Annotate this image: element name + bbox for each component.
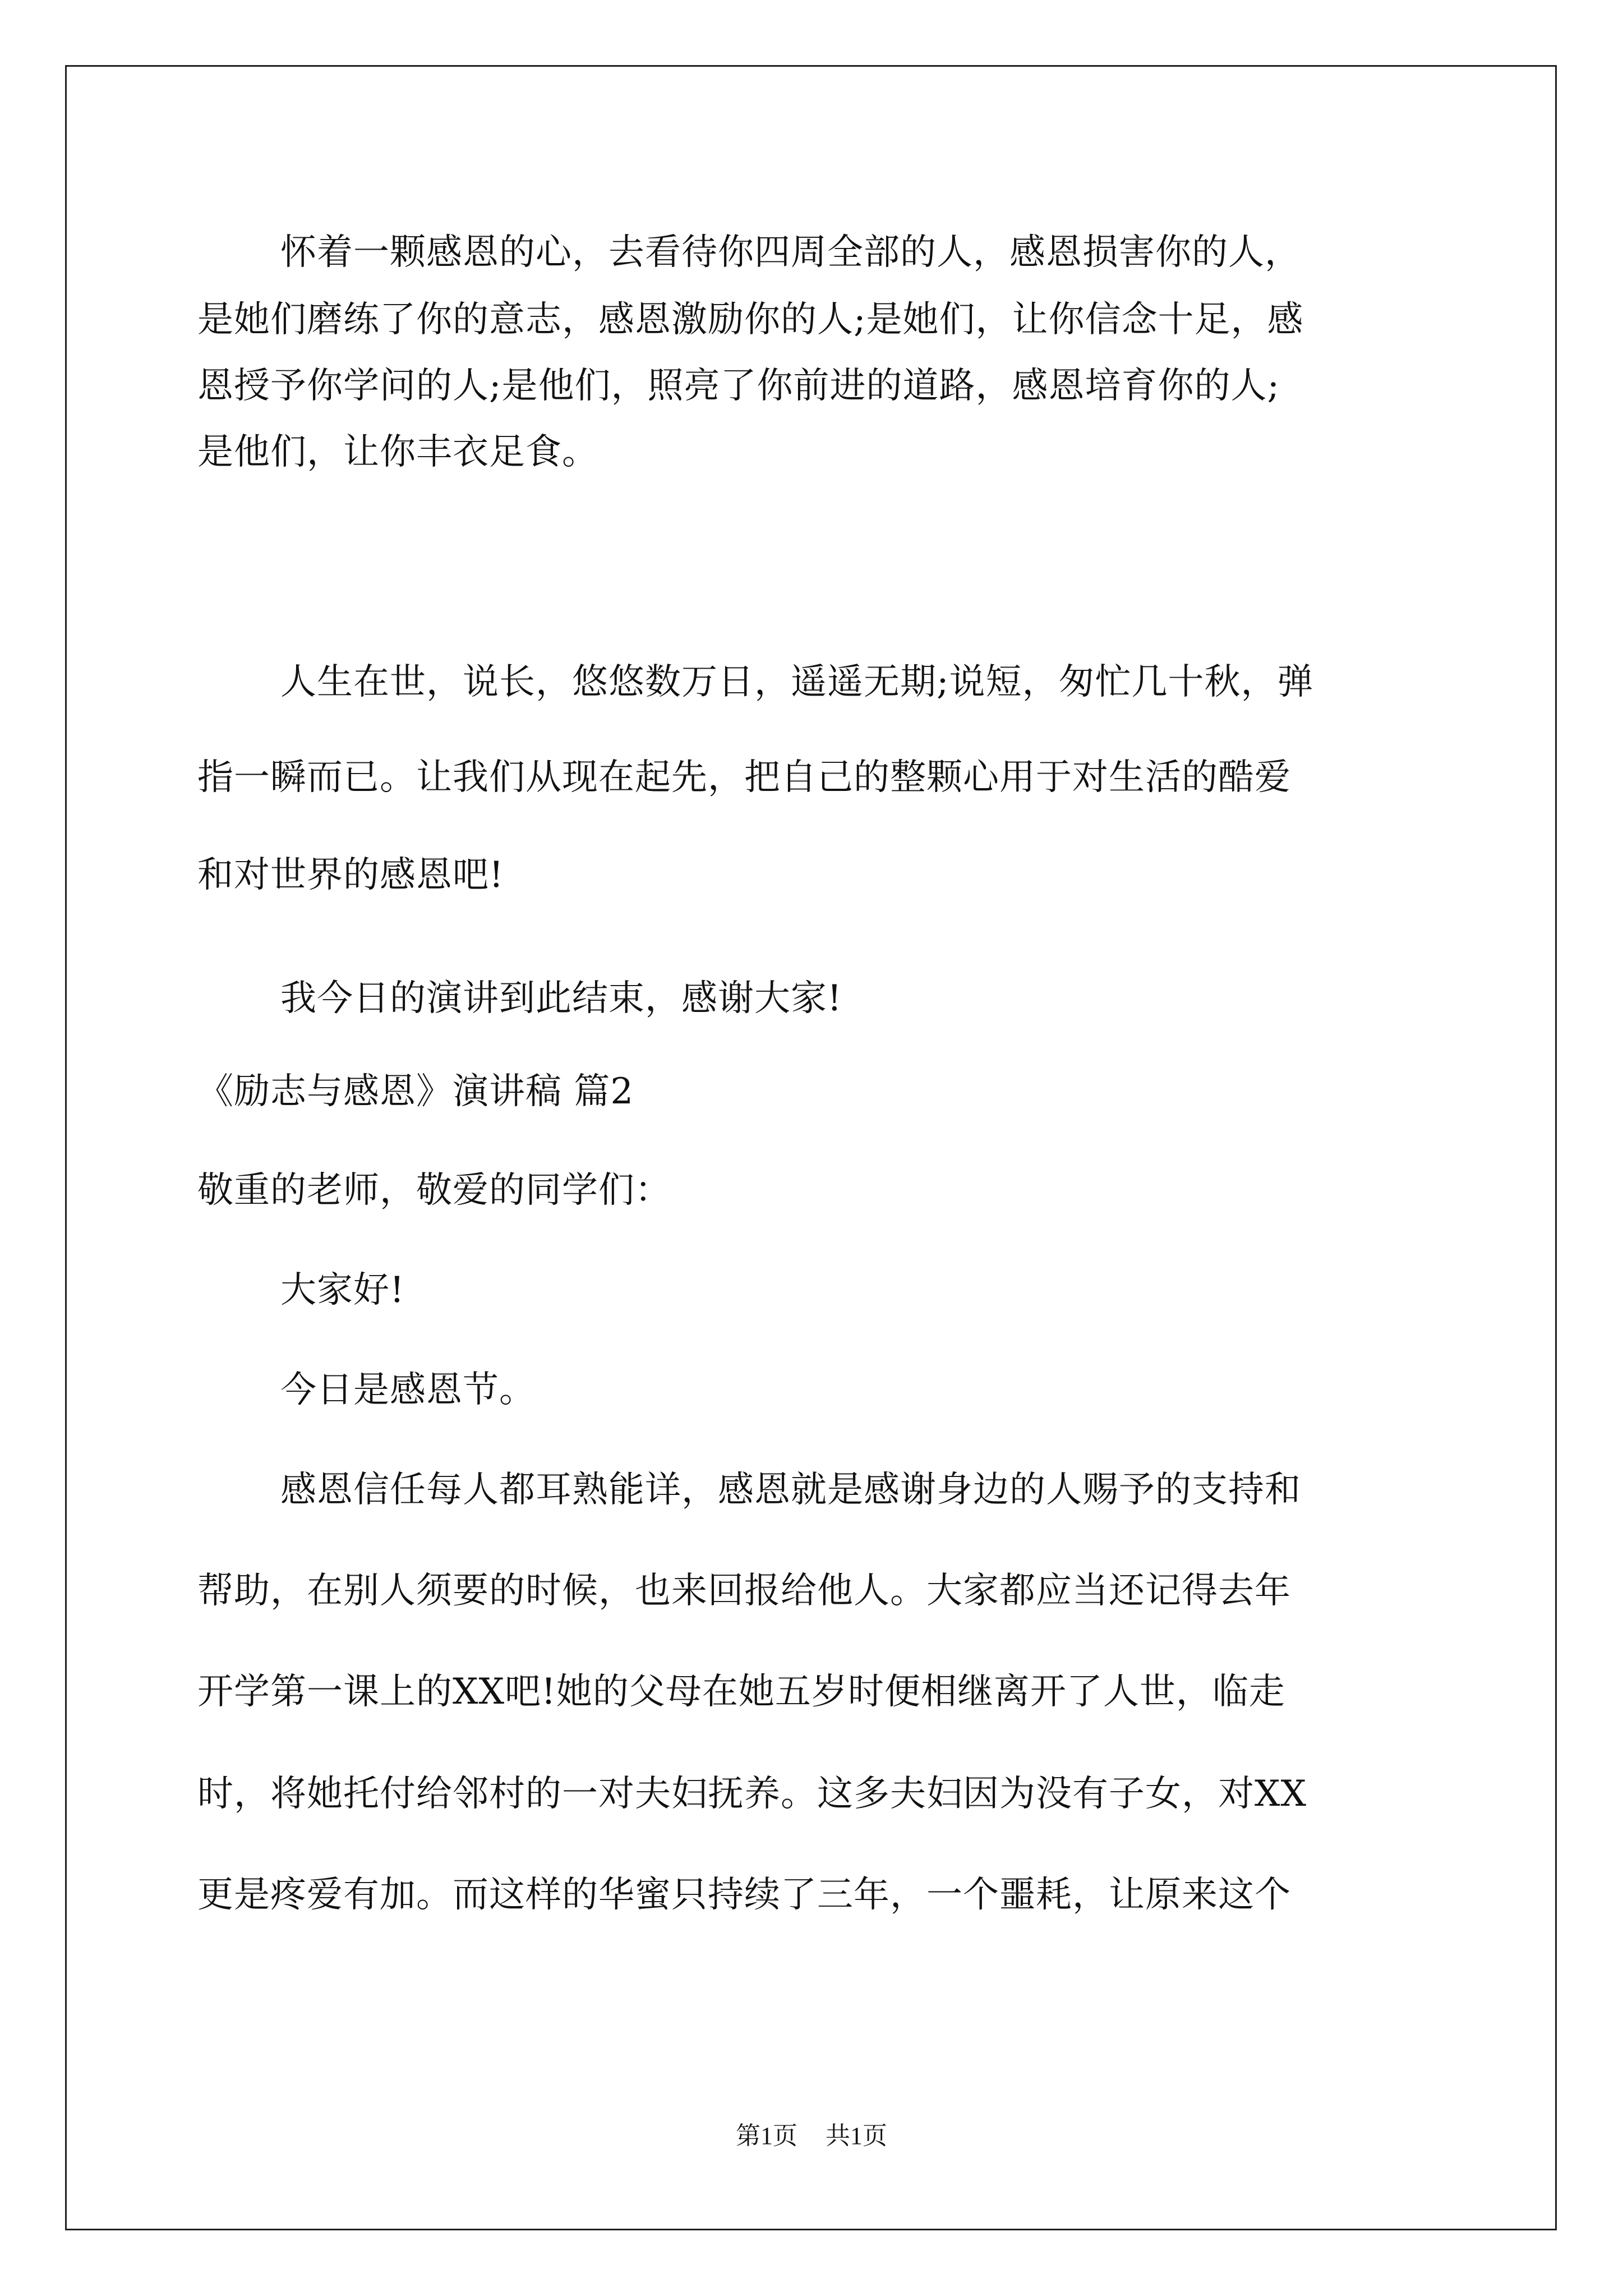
paragraph-line: 时，将她托付给邻村的一对夫妇抚养。这多夫妇因为没有子女，对XX	[197, 1773, 1307, 1815]
salutation: 敬重的老师，敬爱的同学们：	[197, 1170, 671, 1211]
greeting: 大家好!	[280, 1269, 405, 1311]
paragraph-line: 是她们磨练了你的意志，感恩激励你的人;是她们，让你信念十足，感	[197, 299, 1304, 341]
page-footer	[0, 2120, 1623, 2152]
paragraph-line: 更是疼爱有加。而这样的华蜜只持续了三年，一个噩耗，让原来这个	[197, 1874, 1291, 1916]
paragraph-line: 是他们，让你丰衣足食。	[197, 431, 598, 473]
paragraph-line: 开学第一课上的XX吧!她的父母在她五岁时便相继离开了人世，临走	[197, 1671, 1285, 1713]
section-heading: 《励志与感恩》演讲稿 篇2	[197, 1071, 634, 1112]
paragraph-line: 人生在世，说长，悠悠数万日，遥遥无期;说短，匆忙几十秋，弹	[280, 661, 1314, 703]
paragraph-line: 今日是感恩节。	[280, 1369, 536, 1411]
paragraph-line: 和对世界的感恩吧!	[197, 854, 504, 896]
paragraph-line: 我今日的演讲到此结束，感谢大家!	[280, 978, 842, 1019]
page-number: 第1页	[736, 2122, 797, 2150]
page-total: 共1页	[826, 2122, 887, 2150]
paragraph-line: 感恩信任每人都耳熟能详，感恩就是感谢身边的人赐予的支持和	[280, 1469, 1301, 1511]
paragraph-line: 指一瞬而已。让我们从现在起先，把自己的整颗心用于对生活的酷爱	[197, 757, 1291, 798]
paragraph-line: 怀着一颗感恩的心，去看待你四周全部的人，感恩损害你的人，	[280, 232, 1301, 273]
paragraph-line: 帮助，在别人须要的时候，也来回报给他人。大家都应当还记得去年	[197, 1570, 1291, 1612]
paragraph-line: 恩授予你学问的人;是他们，照亮了你前进的道路，感恩培育你的人;	[197, 365, 1280, 407]
